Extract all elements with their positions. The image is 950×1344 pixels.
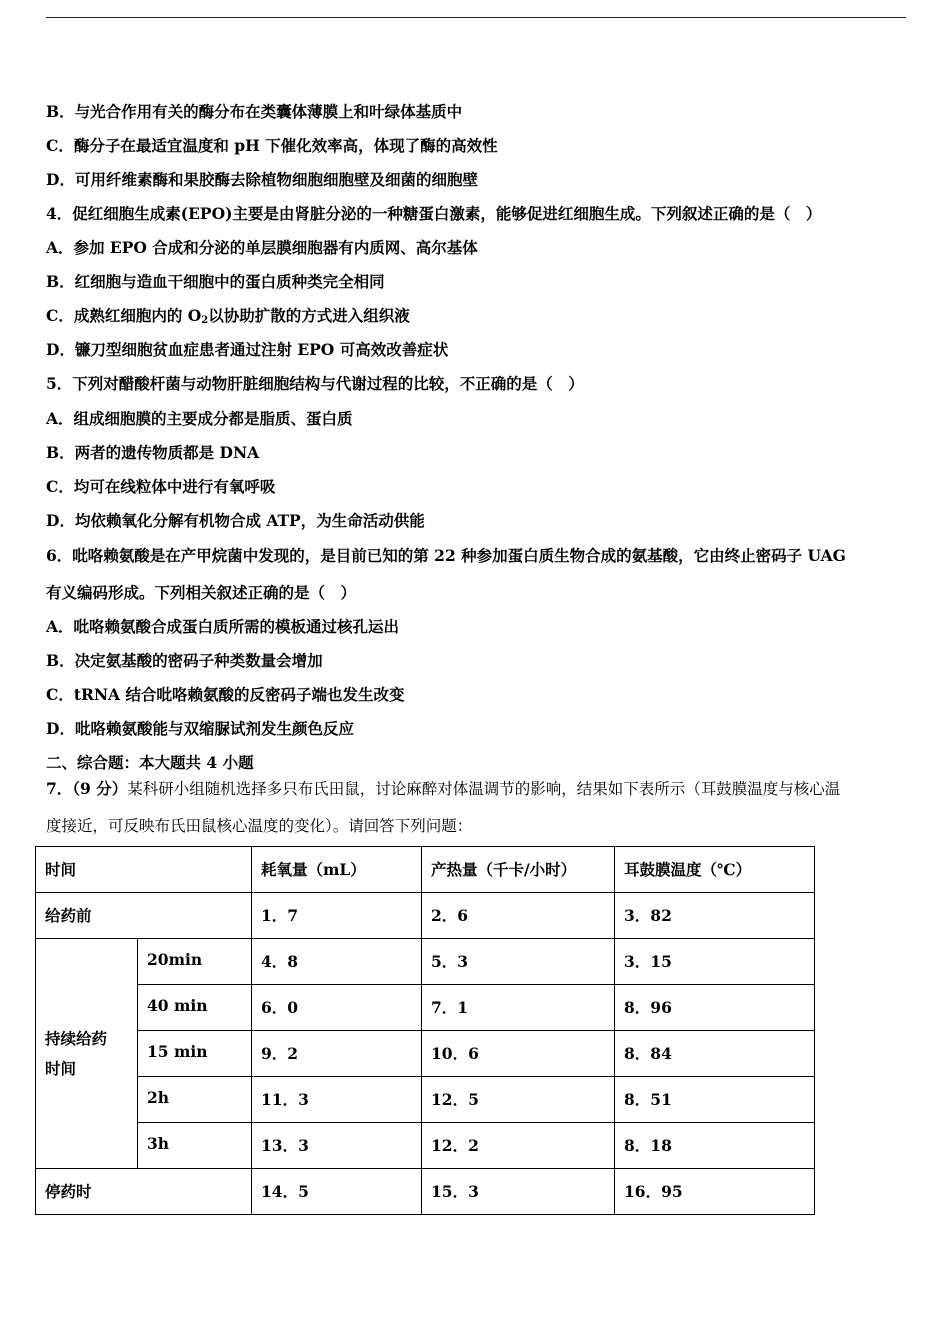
q5-option-b: B．两者的遗传物质都是 DNA [46,443,260,462]
q7-number: 7．（9 分） [46,779,128,798]
table-row [36,1077,815,1123]
time-cell: 20min [138,939,252,985]
q4-option-b: B．红细胞与造血干细胞中的蛋白质种类完全相同 [46,272,385,291]
table-cell: 8．18 [615,1123,815,1169]
table-cell: 13．3 [252,1123,422,1169]
q6-option-a: A．吡咯赖氨酸合成蛋白质所需的模板通过核孔运出 [46,617,400,636]
q5-option-c: C．均可在线粒体中进行有氧呼吸 [46,477,276,496]
table-header-row [36,847,815,893]
row-label-continuous [36,939,138,1169]
table-cell: 16．95 [615,1169,815,1215]
q5-option-d: D．均依赖氧化分解有机物合成 ATP，为生命活动供能 [46,511,425,530]
table-row [36,1031,815,1077]
time-cell: 3h [138,1123,252,1169]
q4-option-d: D．镰刀型细胞贫血症患者通过注射 EPO 可高效改善症状 [46,340,449,359]
time-cell: 40 min [138,985,252,1031]
continuous-label-1: 持续给药 [45,1028,108,1048]
q5-stem: 5．下列对醋酸杆菌与动物肝脏细胞结构与代谢过程的比较，不正确的是（ ） [46,374,584,393]
q4-option-c-post: 以协助扩散的方式进入组织液 [208,306,410,325]
table-cell: 12．5 [422,1077,615,1123]
row-label-before: 给药前 [36,893,252,939]
section2-title: 二、综合题：本大题共 4 小题 [46,753,254,772]
table-cell: 12．2 [422,1123,615,1169]
q3-option-b: B．与光合作用有关的酶分布在类囊体薄膜上和叶绿体基质中 [46,102,463,121]
table-cell: 8．96 [615,985,815,1031]
table-cell: 3．15 [615,939,815,985]
data-table [35,846,815,1215]
q6-option-b: B．决定氨基酸的密码子种类数量会增加 [46,651,323,670]
q7-line1 [46,779,840,799]
q4-stem: 4．促红细胞生成素(EPO)主要是由肾脏分泌的一种糖蛋白激素，能够促进红细胞生成。下列叙述正确的是（ ） [46,204,822,223]
q3-option-d: D．可用纤维素酶和果胶酶去除植物细胞细胞壁及细菌的细胞壁 [46,170,478,189]
q7-text-line2: 度接近，可反映布氏田鼠核心温度的变化）。请回答下列问题： [46,817,473,835]
table-cell: 9．2 [252,1031,422,1077]
table-row [36,893,815,939]
table-cell: 10．6 [422,1031,615,1077]
table-cell: 4．8 [252,939,422,985]
table-cell: 3．82 [615,893,815,939]
table-cell: 2．6 [422,893,615,939]
q4-option-c [46,306,410,331]
header-temperature: 耳鼓膜温度（℃） [615,847,815,893]
table-row [36,1123,815,1169]
q4-option-c-sub: 2 [201,315,209,326]
q6-option-d: D．吡咯赖氨酸能与双缩脲试剂发生颜色反应 [46,719,354,738]
table-cell: 1．7 [252,893,422,939]
q6-option-c: C．tRNA 结合吡咯赖氨酸的反密码子端也发生改变 [46,685,405,704]
table-cell: 14．5 [252,1169,422,1215]
header-time: 时间 [36,847,252,893]
q4-option-a: A．参加 EPO 合成和分泌的单层膜细胞器有内质网、高尔基体 [46,238,478,257]
table-row [36,939,815,985]
table-cell: 8．51 [615,1077,815,1123]
header-oxygen: 耗氧量（mL） [252,847,422,893]
table-cell: 15．3 [422,1169,615,1215]
q6-stem-line1: 6．吡咯赖氨酸是在产甲烷菌中发现的，是目前已知的第 22 种参加蛋白质生物合成的氨基酸，它由终止密码子 UAG [46,546,846,565]
time-cell: 2h [138,1077,252,1123]
table-cell: 7．1 [422,985,615,1031]
row-label-after: 停药时 [36,1169,252,1215]
table-cell: 6．0 [252,985,422,1031]
table-row [36,1169,815,1215]
q7-text-line1: 某科研小组随机选择多只布氏田鼠，讨论麻醉对体温调节的影响，结果如下表所示（耳鼓膜温度与核心温 [127,780,841,798]
table-cell: 5．3 [422,939,615,985]
q6-stem-line2: 有义编码形成。下列相关叙述正确的是（ ） [46,583,357,602]
table-cell: 11．3 [252,1077,422,1123]
header-rule [46,17,906,18]
table-cell: 8．84 [615,1031,815,1077]
time-cell: 15 min [138,1031,252,1077]
q5-option-a: A．组成细胞膜的主要成分都是脂质、蛋白质 [46,409,353,428]
q4-option-c-pre: C．成熟红细胞内的 O [46,306,202,325]
table-row [36,985,815,1031]
q3-option-c: C．酶分子在最适宜温度和 pH 下催化效率高，体现了酶的高效性 [46,136,498,155]
header-heat: 产热量（千卡/小时） [422,847,615,893]
continuous-label-2: 时间 [45,1058,77,1078]
